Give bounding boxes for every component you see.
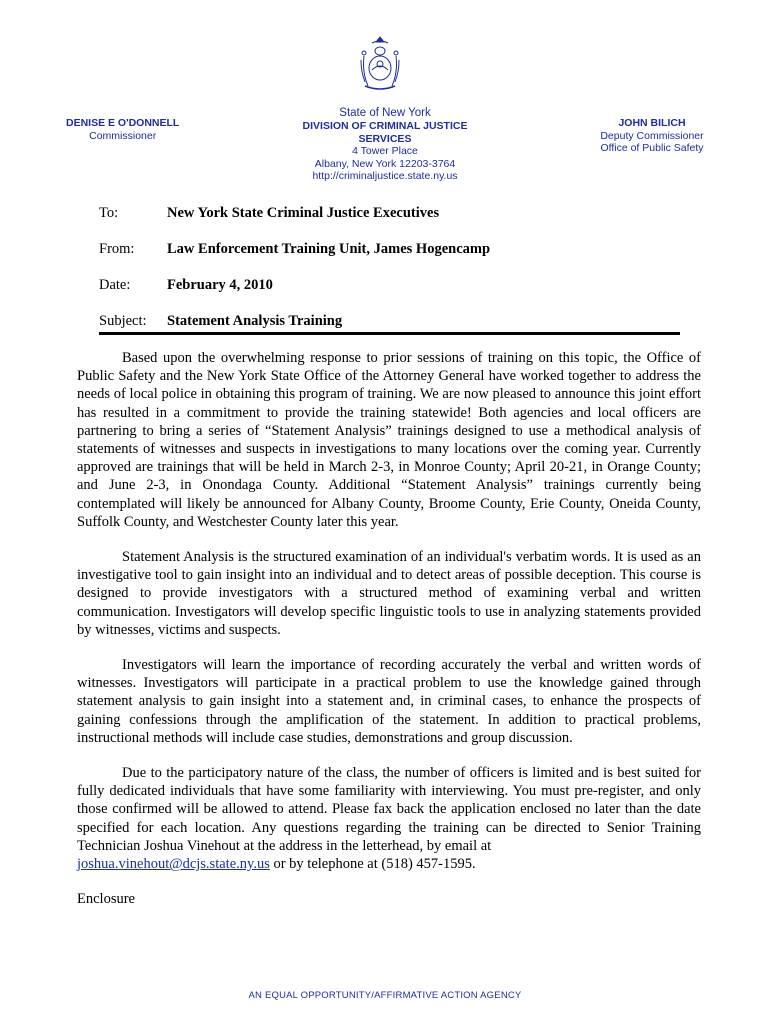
memo-date-value: February 4, 2010 <box>167 277 273 293</box>
memo-subject-label: Subject: <box>99 313 147 329</box>
paragraph-3: Investigators will learn the importance of recording accurately the verbal and written words of witnesses. Investigators will participate in a practical problem to use the knowledge gained through statement analysis to gain insight into a statement and, in criminal cases, to enhance the prospects of gaining confessions through the amplification of the statement. In addition to practical problems, instructional methods will include case studies, demonstrations and group discussion. <box>77 657 701 746</box>
letterhead-agency <box>276 106 494 183</box>
agency-state: State of New York <box>339 107 431 119</box>
agency-address-line1: 4 Tower Place <box>352 145 418 157</box>
footer-eeo-statement: AN EQUAL OPPORTUNITY/AFFIRMATIVE ACTION AGENCY <box>248 990 522 1001</box>
commissioner-name: DENISE E O'DONNELL <box>66 117 180 129</box>
commissioner-title: Commissioner <box>89 129 157 142</box>
deputy-office: Office of Public Safety <box>600 142 704 154</box>
memo-to-value: New York State Criminal Justice Executives <box>167 205 440 221</box>
deputy-title: Deputy Commissioner <box>600 129 704 142</box>
paragraph-1: Based upon the overwhelming response to prior sessions of training on this topic, the Office of Public Safety and the New York State Office of the Attorney General have worked together to address the needs of local police in obtaining this program of training. We are now pleased to announce this joint effort has resulted in a commitment to provide the training statewide! Both agencies and local officers are partnering to bring a series of “Statement Analysis” trainings designed to use a methodical analysis of statements of witnesses and suspects in investigations to many locations over the coming year. Currently approved are trainings that will be held in March 2-3, in Monroe County; April 20-21, in Orange County; and June 2-3, in Onondaga County. Additional “Statement Analysis” trainings currently being contemplated will likely be announced for Albany County, Broome County, Erie County, Oneida County, Suffolk County, and Westchester County later this year. <box>77 350 701 530</box>
paragraph-4-end: or by telephone at (518) 457-1595. <box>269 856 476 873</box>
new-york-state-seal-icon <box>350 34 410 94</box>
letter-body <box>77 349 701 925</box>
memo-subject-value: Statement Analysis Training <box>167 313 343 329</box>
memo-to-label: To: <box>99 205 119 221</box>
subject-divider <box>99 332 680 335</box>
letterhead-commissioner <box>66 117 179 142</box>
agency-division: DIVISION OF CRIMINAL JUSTICE SERVICES <box>302 120 468 145</box>
deputy-name: JOHN BILICH <box>618 117 686 129</box>
paragraph-4-text: Due to the participatory nature of the class, the number of officers is limited and is best suited for fully dedicated individuals that have some familiarity with interviewing. You must pre-register, and only those confirmed will be allowed to attend. Please fax back the application enclosed no later than the date specified for each location. Any questions regarding the training can be directed to Senior Training Technician Joshua Vinehout at the address in the letterhead, by email at <box>77 765 701 854</box>
memo-from-value: Law Enforcement Training Unit, James Hogencamp <box>167 241 491 257</box>
agency-address-line2: Albany, New York 12203-3764 <box>314 157 456 170</box>
agency-url[interactable]: http://criminaljustice.state.ny.us <box>312 170 458 182</box>
memo-from-label: From: <box>99 241 135 257</box>
paragraph-4 <box>77 764 701 873</box>
paragraph-2: Statement Analysis is the structured examination of an individual's verbatim words. It is used as an investigative tool to gain insight into an individual and to detect areas of possible deception. This course is designed to provide investigators with a structured method of examining verbal and written communication. Investigators will develop specific linguistic tools to use in analyzing statements provided by witnesses, victims and suspects. <box>77 549 701 638</box>
letterhead-deputy-commissioner <box>590 117 714 155</box>
memo-date-label: Date: <box>99 277 131 293</box>
enclosure-note: Enclosure <box>77 891 135 908</box>
contact-email-link[interactable]: joshua.vinehout@dcjs.state.ny.us <box>77 856 270 873</box>
